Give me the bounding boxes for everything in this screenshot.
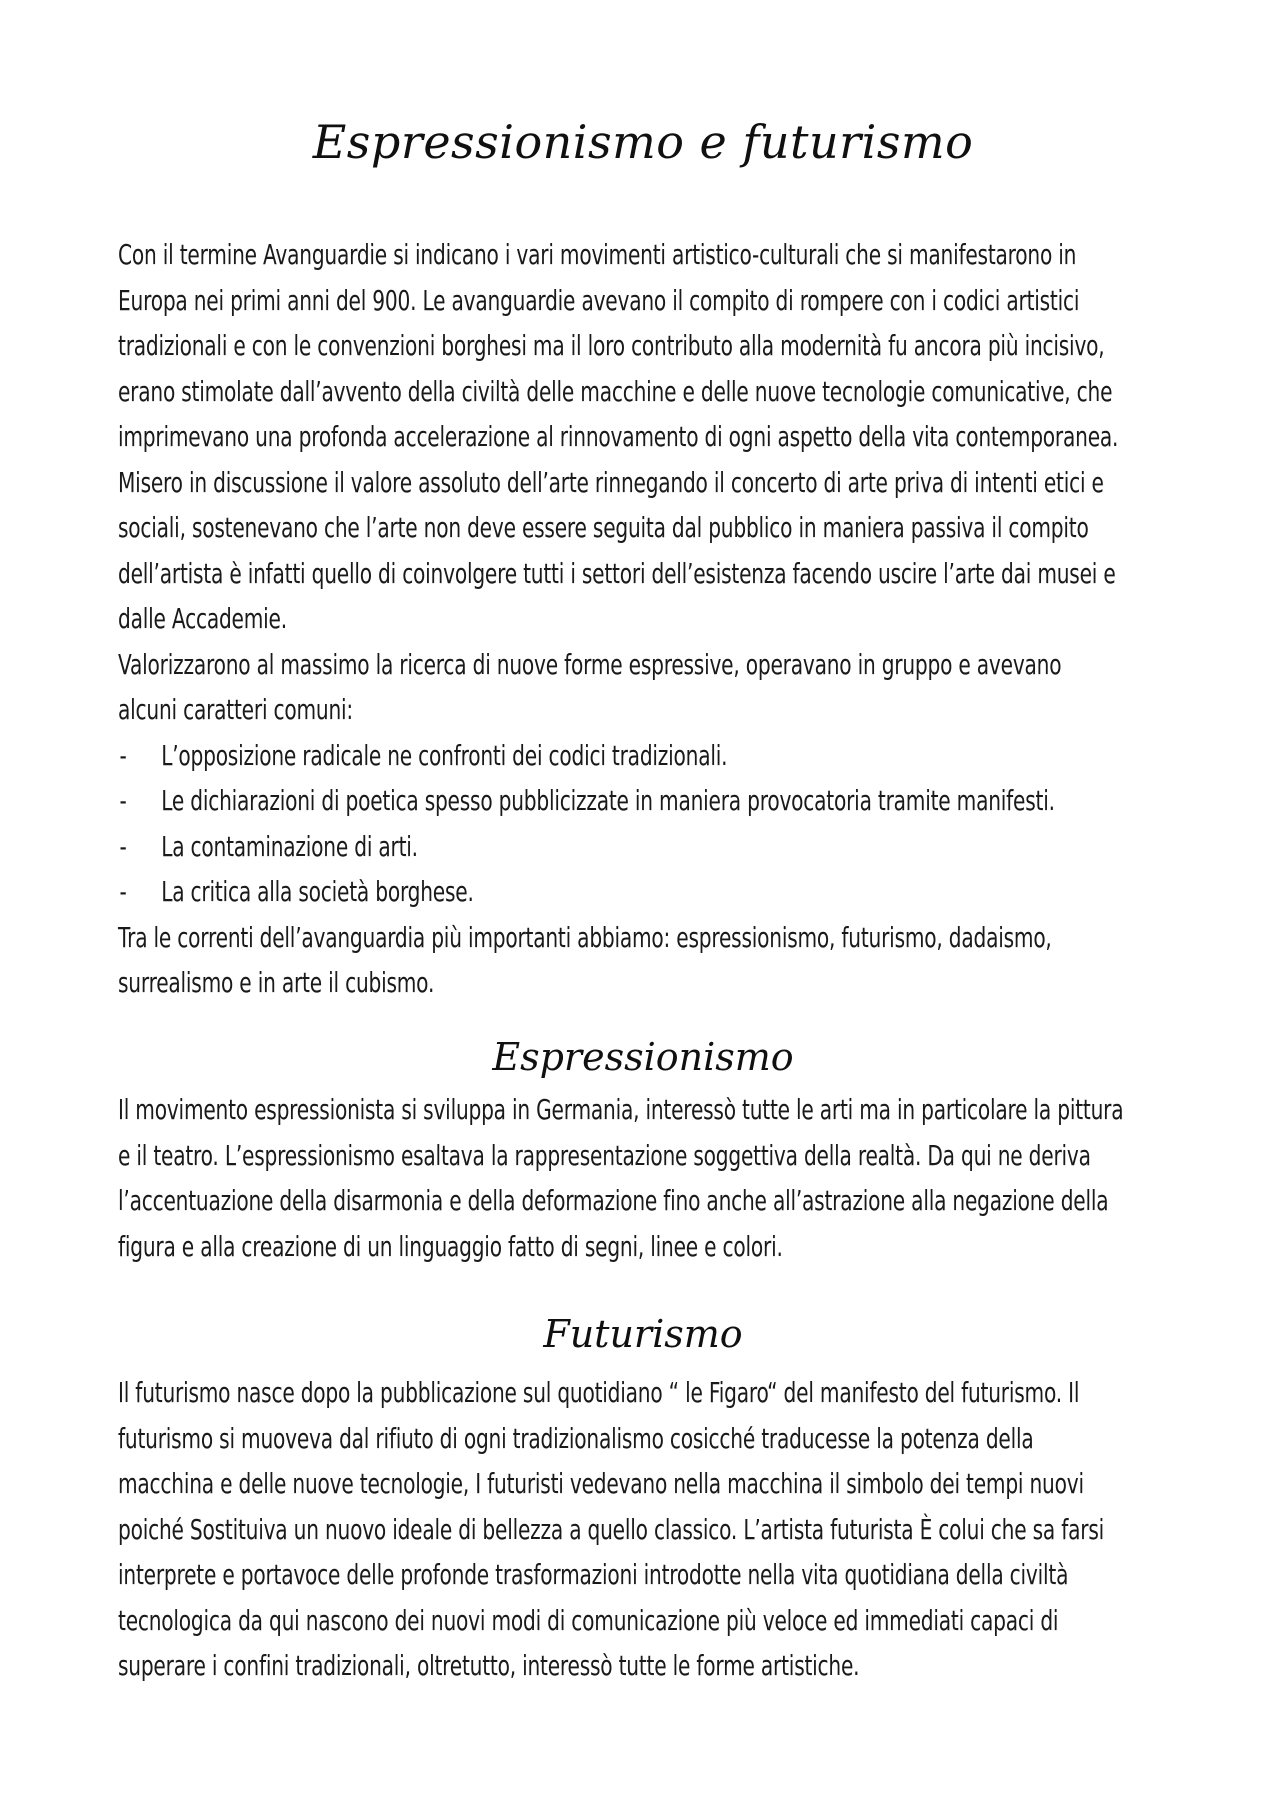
espressionismo-paragraph: [118, 1087, 1168, 1269]
bullet-text: La contaminazione di arti.: [161, 829, 418, 863]
intro-paragraph: [118, 232, 1168, 1006]
text-line: Con il termine Avanguardie si indicano i vari movimenti artistico-culturali che si manifestarono in: [118, 238, 1077, 271]
text-line: l’accentuazione della disarmonia e della deformazione fino anche all’astrazione alla negazione della: [118, 1184, 1109, 1217]
bullet-item: [118, 824, 874, 870]
bullet-text: L’opposizione radicale ne confronti dei codici tradizionali.: [161, 738, 728, 772]
text-line: e il teatro. L’espressionismo esaltava la rappresentazione soggettiva della realtà. Da qui ne deriva: [118, 1138, 1091, 1172]
text-line: futurismo si muoveva dal rifiuto di ogni tradizionalismo cosicché traducesse la potenza della: [118, 1421, 1034, 1455]
text-line: Il futurismo nasce dopo la pubblicazione sul quotidiano “ le Figaro“ del manifesto del futurismo. Il: [118, 1376, 1080, 1409]
bullet-item: [118, 778, 1055, 824]
text-line: tradizionali e con le convenzioni borghesi ma il loro contributo alla modernità fu ancora più incisivo,: [118, 329, 1105, 362]
text-line: tecnologica da qui nascono dei nuovi modi di comunicazione più veloce ed immediati capaci di: [118, 1603, 1059, 1637]
text-line: Tra le correnti dell’avanguardia più importanti abbiamo: espressionismo, futurismo, dadaismo,: [118, 920, 1052, 954]
text-line: figura e alla creazione di un linguaggio fatto di segni, linee e colori.: [118, 1229, 783, 1263]
text-line: imprimevano una profonda accelerazione al rinnovamento di ogni aspetto della vita contemporanea.: [118, 420, 1119, 453]
bullet-dash: -: [119, 875, 127, 908]
text-line: Valorizzarono al massimo la ricerca di nuove forme espressive, operavano in gruppo e avevano: [118, 647, 1062, 681]
futurismo-paragraph: [118, 1370, 1168, 1689]
bullet-text: Le dichiarazioni di poetica spesso pubblicizzate in maniera provocatoria tramite manifesti.: [161, 784, 1055, 817]
text-line: Il movimento espressionista si sviluppa in Germania, interessò tutte le arti ma in particolare la pittura: [118, 1093, 1124, 1126]
text-line: sociali, sostenevano che l’arte non deve essere seguita dal pubblico in maniera passiva il compito: [118, 511, 1089, 544]
text-line: Misero in discussione il valore assoluto dell’arte rinnegando il concerto di arte priva di intenti etici e: [118, 465, 1104, 499]
text-line: superare i confini tradizionali, oltretutto, interessò tutte le forme artistiche.: [118, 1649, 860, 1682]
text-line: Europa nei primi anni del 900. Le avanguardie avevano il compito di rompere con i codici artistici: [118, 283, 1080, 317]
bullet-item: [118, 869, 874, 915]
bullet-dash: -: [119, 784, 127, 817]
text-line: macchina e delle nuove tecnologie, I futuristi vedevano nella macchina il simbolo dei tempi nuovi: [118, 1467, 1084, 1500]
bullet-item: [118, 733, 874, 779]
bullet-text: La critica alla società borghese.: [161, 875, 474, 908]
text-line: dalle Accademie.: [118, 602, 287, 635]
section-heading-futurismo: Futurismo: [543, 1312, 743, 1356]
bullet-dash: -: [119, 738, 127, 772]
section-heading-espressionismo: Espressionismo: [492, 1035, 794, 1079]
text-line: surrealismo e in arte il cubismo.: [118, 966, 435, 999]
text-line: dell’artista è infatti quello di coinvolgere tutti i settori dell’esistenza facendo uscire l’arte dai musei e: [118, 556, 1116, 590]
text-line: interprete e portavoce delle profonde trasformazioni introdotte nella vita quotidiana della civiltà: [118, 1558, 1069, 1591]
text-line: erano stimolate dall’avvento della civiltà delle macchine e delle nuove tecnologie comunicative, che: [118, 374, 1113, 408]
text-line: poiché Sostituiva un nuovo ideale di bellezza a quello classico. L’artista futurista È colui che sa farsi: [118, 1512, 1104, 1546]
bullet-dash: -: [119, 829, 127, 863]
page-title: Espressionismo e futurismo: [312, 115, 974, 169]
text-line: alcuni caratteri comuni:: [118, 693, 354, 726]
